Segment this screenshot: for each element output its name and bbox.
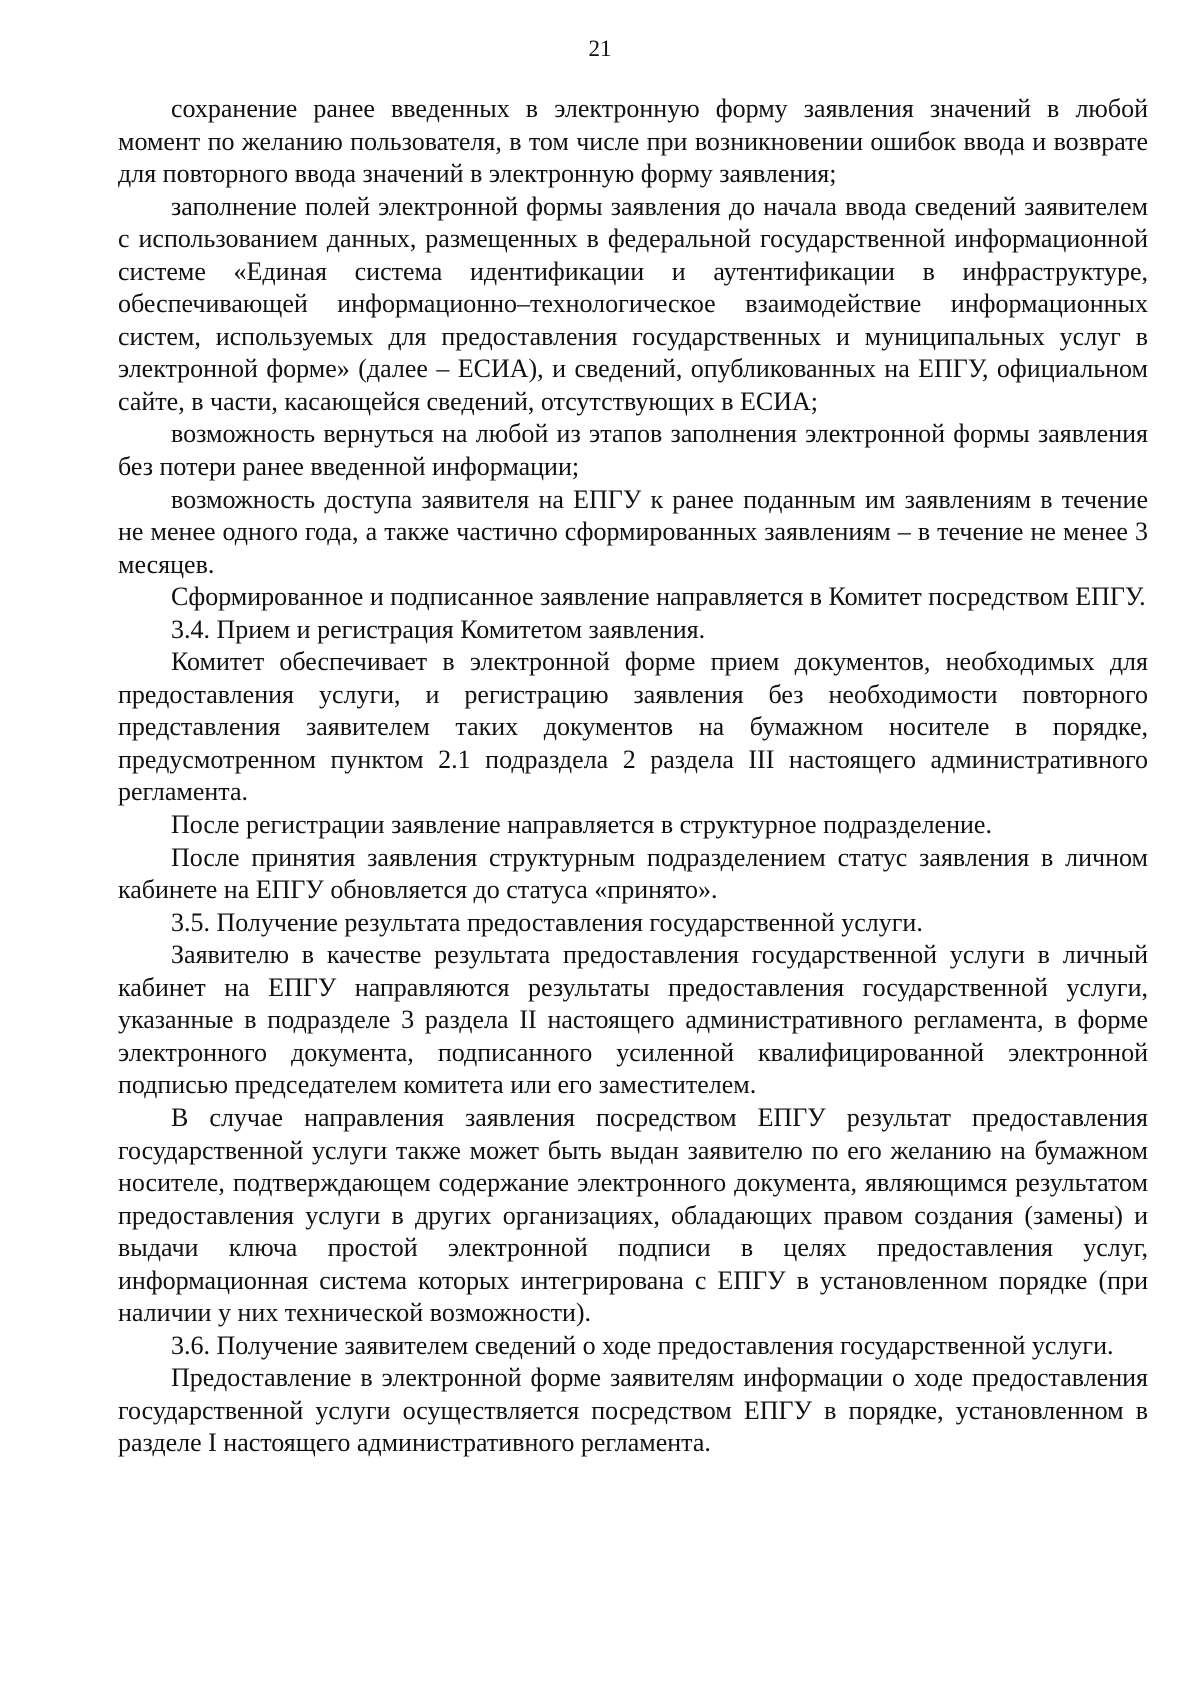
paragraph-progress-info: Предоставление в электронной форме заявителям информации о ходе предоставления государственной услуги осуществляется посредством ЕПГУ в порядке, установленном в разделе I настоящего административного регламента. (118, 1363, 1148, 1458)
page-number: 21 (588, 36, 612, 61)
paragraph-signed-application: Сформированное и подписанное заявление направляется в Комитет посредством ЕПГУ. (171, 582, 1146, 612)
paragraph-autofill-esia: заполнение полей электронной формы заявления до начала ввода сведений заявителем с использованием данных, размещенных в федеральной государственной информационной системе «Единая система идентификации и аутентификации в инфраструктуре, обеспечивающей информационно–технологическое взаимодействие информационных систем, используемых для предоставления государственных и муниципальных услуг в электронной форме» (далее – ЕСИА), и сведений, опубликованных на ЕПГУ, официальном сайте, в части, касающейся сведений, отсутствующих в ЕСИА; (118, 191, 1148, 416)
section-heading-3-4: 3.4. Прием и регистрация Комитетом заявления. (171, 614, 706, 644)
paragraph-after-registration: После регистрации заявление направляется в структурное подразделение. (171, 810, 992, 840)
paragraph-access-applications: возможность доступа заявителя на ЕПГУ к ранее поданным им заявлениям в течение не менее одного года, а также частично сформированных заявлениям – в течение не менее 3 месяцев. (118, 484, 1148, 579)
paragraph-committee-reception: Комитет обеспечивает в электронной форме прием документов, необходимых для предоставления услуги, и регистрацию заявления без необходимости повторного представления заявителем таких документов на бумажном носителе в порядке, предусмотренном пунктом 2.1 подраздела 2 раздела III настоящего административного регламента. (118, 647, 1148, 807)
paragraph-paper-result: В случае направления заявления посредством ЕПГУ результат предоставления государственной услуги также может быть выдан заявителю по его желанию на бумажном носителе, подтверждающем содержание электронного документа, являющимся результатом предоставления услуги в других организациях, обладающих правом создания (замены) и выдачи ключа простой электронной подписи в целях предоставления услуг, информационная система которых интегрирована с ЕПГУ в установленном порядке (при наличии у них технической возможности). (118, 1102, 1148, 1328)
paragraph-return-to-step: возможность вернуться на любой из этапов заполнения электронной формы заявления без потери ранее введенной информации; (118, 419, 1148, 482)
section-heading-3-6: 3.6. Получение заявителем сведений о ходе предоставления государственной услуги. (171, 1330, 1114, 1360)
document-body (118, 93, 1148, 1460)
paragraph-save-values: сохранение ранее введенных в электронную форму заявления значений в любой момент по желанию пользователя, в том числе при возникновении ошибок ввода и возврате для повторного ввода значений в электронную форму заявления; (118, 94, 1148, 189)
paragraph-status-accepted: После принятия заявления структурным подразделением статус заявления в личном кабинете на ЕПГУ обновляется до статуса «принято». (118, 842, 1148, 905)
section-heading-3-5: 3.5. Получение результата предоставления государственной услуги. (171, 907, 923, 937)
paragraph-result-to-cabinet: Заявителю в качестве результата предоставления государственной услуги в личный кабинет на ЕПГУ направляются результаты предоставления государственной услуги, указанные в подразделе 3 раздела II настоящего административного регламента, в форме электронного документа, подписанного усиленной квалифицированной электронной подписью председателем комитета или его заместителем. (118, 940, 1148, 1100)
